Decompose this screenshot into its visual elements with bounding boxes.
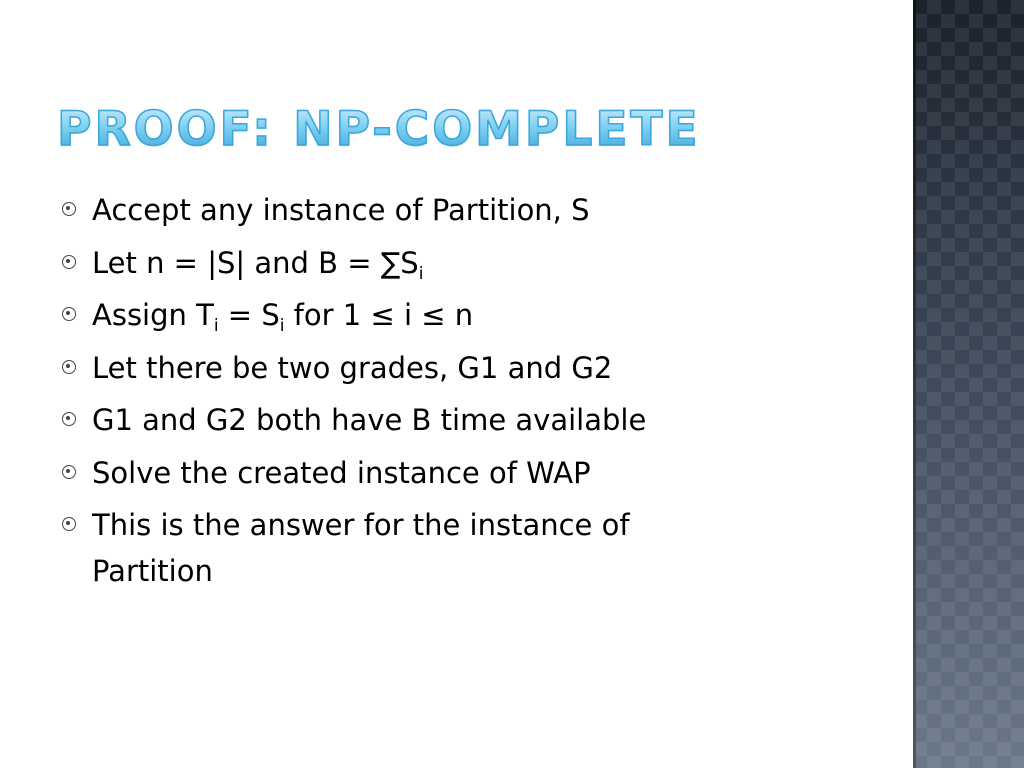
slide-title: PROOF: NP-COMPLETE (57, 100, 701, 160)
circled-dot-icon (62, 360, 76, 374)
subscript: i (279, 316, 285, 336)
bullet-text: This is the answer for the instance of Partition (92, 508, 630, 588)
circled-dot-icon (62, 517, 76, 531)
bullet-item (62, 450, 762, 496)
decorative-side-panel (913, 0, 1024, 768)
bullet-text: Accept any instance of Partition, S (92, 193, 590, 227)
bullet-text-part: Assign T (92, 298, 214, 332)
bullet-text-part: = S (218, 298, 280, 332)
bullet-item (62, 292, 762, 338)
bullet-item (62, 187, 762, 233)
bullet-item (62, 345, 762, 391)
bullet-item (62, 397, 762, 443)
circled-dot-icon (62, 202, 76, 216)
circled-dot-icon (62, 412, 76, 426)
subscript: i (213, 316, 219, 336)
bullet-item (62, 240, 762, 286)
bullet-item (62, 502, 732, 594)
bullet-text (92, 245, 424, 284)
bullet-text-part: for 1 ≤ i ≤ n (284, 298, 474, 332)
bullet-list (62, 187, 762, 601)
subscript: i (418, 263, 424, 284)
bullet-text-part: Let n = |S| and B = ∑S (92, 245, 419, 280)
bullet-text: Let there be two grades, G1 and G2 (92, 350, 613, 385)
circled-dot-icon (62, 255, 76, 269)
bullet-text (92, 298, 474, 336)
circled-dot-icon (62, 307, 76, 321)
bullet-text: G1 and G2 both have B time available (92, 403, 647, 437)
bullet-text: Solve the created instance of WAP (92, 455, 591, 490)
circled-dot-icon (62, 465, 76, 479)
